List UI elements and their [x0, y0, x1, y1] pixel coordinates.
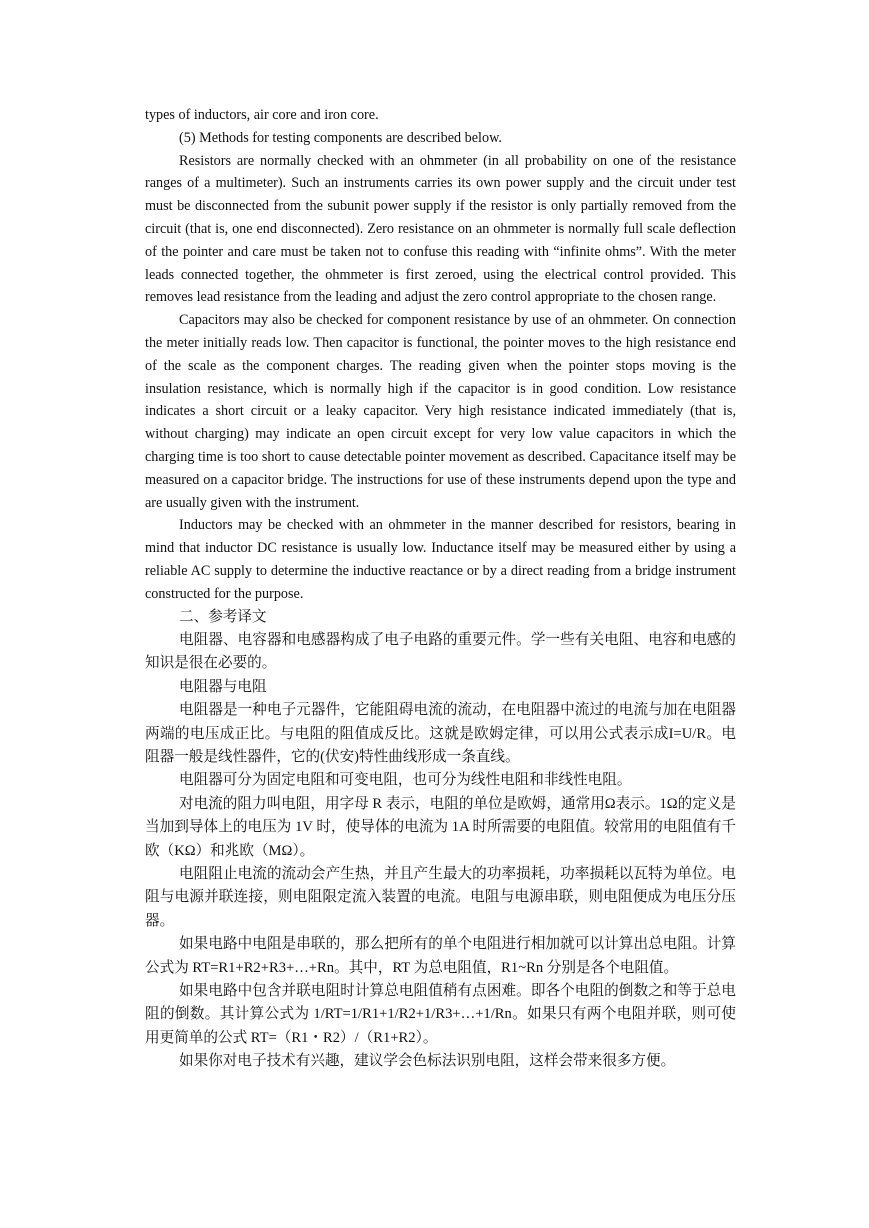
paragraph-testing-methods-heading: (5) Methods for testing components are described below. [179, 129, 502, 146]
paragraph-resistors: Resistors are normally checked with an ohmmeter (in all probability on one of the resistance ranges of a multimeter). Such an instruments carries its own power supply and the circuit under test must be disconnected from the subunit power supply if the resistor is only partially removed from the circuit (that is, one end disconnected). Zero resistance on an ohmmeter is normally full scale deflection of the pointer and care must be taken not to confuse this reading with “infinite ohms”. With the meter leads connected together, the ohmmeter is first zeroed, using the electrical control provided. This removes lead resistance from the leading and adjust the zero control appropriate to the chosen range. [145, 152, 736, 306]
paragraph-zh-ohms-law: 电阻器是一种电子元器件，它能阻碍电流的流动，在电阻器中流过的电流与加在电阻器两端的电压成正比。与电阻的阻值成反比。这就是欧姆定律，可以用公式表示成I=U/R。电阻器一般是线性器件，它的(伏安)特性曲线形成一条直线。 [145, 702, 736, 765]
paragraph-zh-color-code: 如果你对电子技术有兴趣，建议学会色标法识别电阻，这样会带来很多方便。 [179, 1053, 676, 1070]
paragraph-inductors: Inductors may be checked with an ohmmeter in the manner described for resistors, bearing in mind that inductor DC resistance is usually low. Inductance itself may be measured either by using a reliable AC supply to determine the inductive reactance or by a direct reading from a bridge instrument constructed for the purpose. [145, 517, 736, 602]
paragraph-zh-resistor-types: 电阻器可分为固定电阻和可变电阻，也可分为线性电阻和非线性电阻。 [179, 772, 632, 789]
paragraph-zh-intro: 电阻器、电容器和电感器构成了电子电路的重要元件。学一些有关电阻、电容和电感的知识是很在必要的。 [145, 631, 736, 672]
chinese-section [145, 606, 736, 1074]
paragraph-inductor-types: types of inductors, air core and iron core. [145, 107, 379, 123]
paragraph-capacitors: Capacitors may also be checked for component resistance by use of an ohmmeter. On connection the meter initially reads low. Then capacitor is functional, the pointer moves to the high resistance end of the scale as the component charges. The reading given when the pointer stops moving is the insulation resistance, which is normally high if the capacitor is in good condition. Low resistance indicates a short circuit or a leaky capacitor. Very high resistance indicated immediately (that is, without charging) may indicate an open circuit except for very low value capacitors in which the charging time is too short to cause detectable pointer movement as described. Capacitance itself may be measured on a capacitor bridge. The instructions for use of these instruments depend upon the type and are usually given with the instrument. [145, 312, 736, 511]
paragraph-zh-resistance-unit: 对电流的阻力叫电阻，用字母 R 表示，电阻的单位是欧姆，通常用Ω表示。1Ω的定义是当加到导体上的电压为 1V 时，使导体的电流为 1A 时所需要的电阻值。较常用的电阻值有千欧（KΩ）和兆欧（MΩ）。 [145, 795, 736, 859]
english-section [145, 104, 736, 606]
document-page [145, 104, 736, 1074]
paragraph-zh-power-loss: 电阻阻止电流的流动会产生热，并且产生最大的功率损耗，功率损耗以瓦特为单位。电阻与电源并联连接，则电阻限定流入装置的电流。电阻与电源串联，则电阻便成为电压分压器。 [145, 866, 736, 929]
paragraph-zh-series: 如果电路中电阻是串联的，那么把所有的单个电阻进行相加就可以计算出总电阻。计算公式为 RT=R1+R2+R3+…+Rn。其中，RT 为总电阻值，R1~Rn 分别是各个电阻值。 [145, 936, 736, 976]
paragraph-zh-parallel: 如果电路中包含并联电阻时计算总电阻值稍有点困难。即各个电阻的倒数之和等于总电阻的倒数。其计算公式为 1/RT=1/R1+1/R2+1/R3+…+1/Rn。如果只有两个电阻并联，则可使用更简单的公式 RT=（R1・R2）/（R1+R2）。 [145, 983, 736, 1046]
section-heading-translation: 二、参考译文 [179, 608, 267, 625]
subheading-resistors: 电阻器与电阻 [179, 678, 267, 695]
